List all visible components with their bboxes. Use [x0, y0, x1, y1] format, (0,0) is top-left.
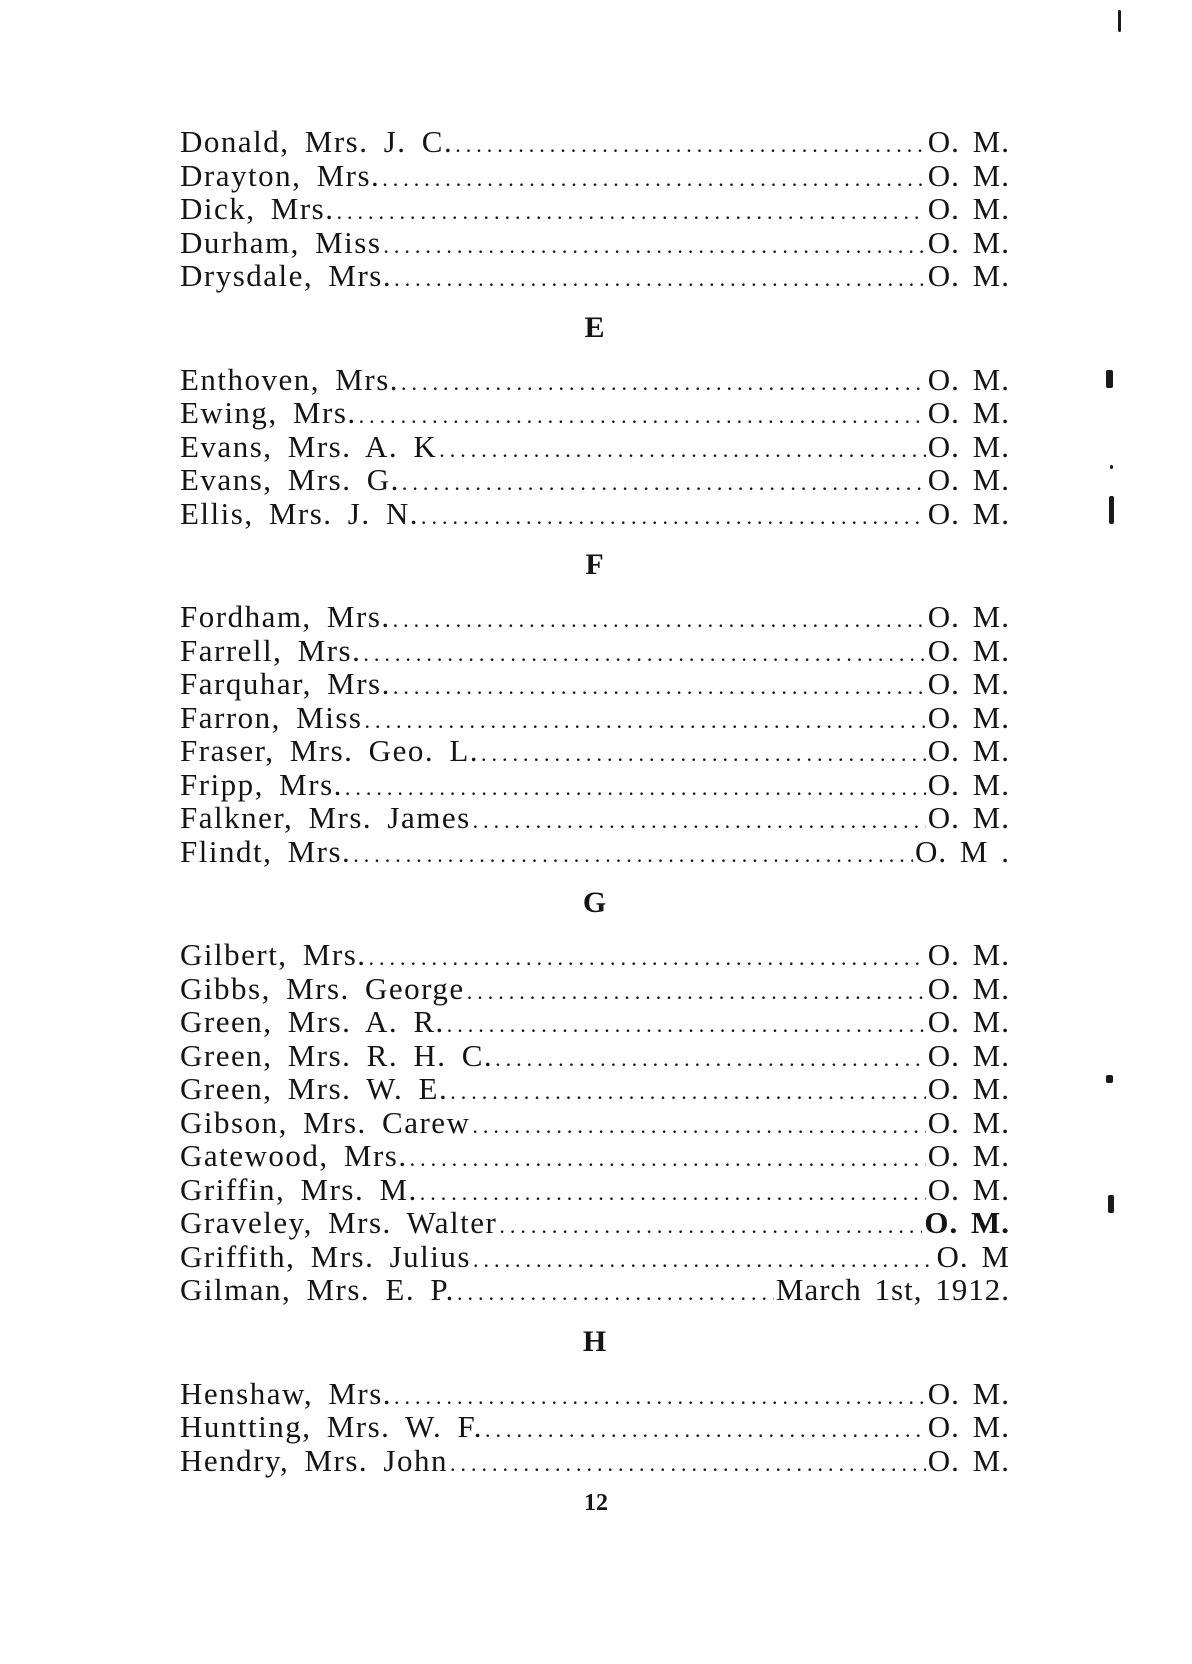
member-name: Gilbert, Mrs. [180, 937, 367, 972]
member-status: O. M. [927, 970, 1010, 1006]
member-status: O. M. [927, 766, 1010, 802]
member-status: O. M. [927, 632, 1010, 668]
member-status: O. M. [927, 800, 1010, 835]
dot-leader [382, 162, 926, 196]
dot-leader [495, 1042, 926, 1076]
member-name: Henshaw, Mrs. [180, 1375, 393, 1411]
member-status: O. M. [927, 495, 1010, 531]
list-entry [180, 1106, 1010, 1140]
member-name: Evans, Mrs. G. [180, 462, 400, 497]
member-name: Flindt, Mrs. [180, 833, 352, 869]
list-entry [180, 1005, 1010, 1039]
member-status: O. M. [927, 157, 1010, 193]
member-status: O. M. [927, 1409, 1010, 1444]
dot-leader [457, 1276, 774, 1310]
list-entry [180, 1173, 1010, 1207]
list-entry [180, 667, 1010, 701]
list-entry [180, 1377, 1010, 1411]
member-name: Enthoven, Mrs. [180, 361, 400, 397]
member-name: Ellis, Mrs. J. N. [180, 495, 419, 531]
margin-speck [1118, 10, 1121, 32]
list-entry [180, 634, 1010, 668]
list-entry [180, 192, 1010, 226]
member-name: Farrell, Mrs. [180, 632, 362, 668]
member-status: O. M. [927, 428, 1010, 464]
dot-leader [473, 804, 926, 838]
dot-leader [363, 637, 925, 671]
list-entry [180, 801, 1010, 835]
dot-leader [450, 1447, 926, 1481]
member-status: O. M. [927, 1104, 1010, 1140]
member-status: March 1st, 1912. [775, 1272, 1010, 1307]
member-name: Farron, Miss [180, 699, 363, 735]
margin-speck [1106, 1075, 1113, 1083]
member-status: O. M. [927, 1171, 1010, 1207]
dot-leader [450, 1075, 926, 1109]
list-entry [180, 835, 1010, 869]
member-name: Green, Mrs. R. H. C. [180, 1037, 494, 1073]
member-status: O. M. [927, 258, 1010, 293]
member-name: Fripp, Mrs. [180, 766, 343, 802]
member-name: Green, Mrs. A. R. [180, 1004, 445, 1039]
member-status: O. M. [927, 666, 1010, 701]
dot-leader [402, 466, 926, 500]
dot-leader [473, 1243, 935, 1277]
list-entry [180, 972, 1010, 1006]
dot-leader [353, 838, 913, 872]
member-name: Hendry, Mrs. John [180, 1442, 448, 1478]
dot-leader [481, 737, 926, 771]
dot-leader [394, 1380, 926, 1414]
member-status: O. M. [927, 1138, 1010, 1173]
dot-leader [393, 670, 926, 704]
list-entry [180, 396, 1010, 430]
member-status: O. M. [924, 1205, 1010, 1240]
dot-leader [383, 229, 925, 263]
list-entry [180, 701, 1010, 735]
member-name: Graveley, Mrs. Walter [180, 1205, 498, 1240]
dot-leader [447, 1008, 926, 1042]
margin-speck [1109, 496, 1114, 524]
dot-leader [364, 704, 925, 738]
dot-leader [467, 975, 926, 1009]
member-status: O. M. [927, 462, 1010, 497]
member-status: O. M. [927, 1037, 1010, 1073]
membership-list [180, 125, 1010, 1477]
dot-leader [420, 1176, 926, 1210]
member-name: Gilman, Mrs. E. P. [180, 1272, 455, 1307]
list-entry [180, 1039, 1010, 1073]
member-status: O. M. [927, 124, 1010, 159]
dot-leader [499, 1209, 922, 1243]
dot-leader [336, 195, 925, 229]
list-entry [180, 1273, 1010, 1307]
member-name: Durham, Miss [180, 224, 382, 260]
list-entry [180, 600, 1010, 634]
member-status: O. M. [927, 599, 1010, 634]
member-status: O. M . [915, 833, 1010, 869]
member-status: O. M. [927, 224, 1010, 260]
member-status: O. M. [927, 1004, 1010, 1039]
member-name: Donald, Mrs. J. C. [180, 124, 454, 159]
section-letter: H [582, 1324, 608, 1358]
member-name: Drysdale, Mrs. [180, 258, 393, 293]
list-entry [180, 463, 1010, 497]
member-status: O. M. [927, 733, 1010, 768]
member-name: Fordham, Mrs. [180, 599, 391, 634]
member-status: O. M. [927, 191, 1010, 226]
member-status: O. M. [927, 361, 1010, 397]
member-status: O. M. [927, 699, 1010, 735]
section-letter: F [585, 548, 605, 581]
page-number: 12 [584, 1490, 608, 1516]
dot-leader [394, 262, 926, 296]
member-name: Dick, Mrs. [180, 191, 335, 226]
margin-speck [1106, 370, 1113, 388]
list-entry [180, 259, 1010, 293]
dot-leader [369, 941, 926, 975]
dot-leader [421, 500, 926, 534]
member-status: O. M. [927, 1375, 1010, 1411]
dot-leader [455, 128, 926, 162]
dot-leader [485, 1413, 926, 1447]
list-entry [180, 430, 1010, 464]
member-name: Griffith, Mrs. Julius [180, 1238, 471, 1274]
dot-leader [472, 1109, 925, 1143]
member-status: O. M. [927, 395, 1010, 430]
margin-speck [1110, 465, 1113, 469]
member-name: Evans, Mrs. A. K [180, 428, 438, 464]
margin-speck [1108, 1195, 1114, 1213]
member-status: O. M. [927, 1071, 1010, 1106]
list-entry [180, 1240, 1010, 1274]
list-entry [180, 734, 1010, 768]
member-name: Falkner, Mrs. James [180, 800, 471, 835]
list-entry [180, 125, 1010, 159]
list-entry [180, 497, 1010, 531]
member-name: Fraser, Mrs. Geo. L. [180, 733, 480, 768]
section-letter: G [582, 886, 608, 919]
list-entry [180, 938, 1010, 972]
dot-leader [393, 603, 926, 637]
dot-leader [345, 771, 926, 805]
list-entry [180, 159, 1010, 193]
member-status: O. M. [927, 1442, 1010, 1478]
list-entry [180, 1139, 1010, 1173]
member-status: O. M [936, 1238, 1010, 1274]
member-name: Gibson, Mrs. Carew [180, 1104, 471, 1140]
dot-leader [401, 366, 926, 400]
list-entry [180, 226, 1010, 260]
member-name: Ewing, Mrs. [180, 395, 357, 430]
list-entry [180, 1410, 1010, 1444]
member-name: Farquhar, Mrs. [180, 666, 391, 701]
member-name: Drayton, Mrs. [180, 157, 381, 193]
member-name: Gibbs, Mrs. George [180, 970, 465, 1006]
dot-leader [359, 399, 926, 433]
member-name: Huntting, Mrs. W. F. [180, 1409, 484, 1444]
member-name: Green, Mrs. W. E. [180, 1071, 449, 1106]
member-name: Griffin, Mrs. M. [180, 1171, 418, 1207]
list-entry [180, 363, 1010, 397]
list-entry [180, 1206, 1010, 1240]
member-name: Gatewood, Mrs. [180, 1138, 408, 1173]
list-entry [180, 1072, 1010, 1106]
section-letter: E [584, 310, 606, 344]
dot-leader [439, 433, 926, 467]
dot-leader [410, 1142, 926, 1176]
list-entry [180, 1444, 1010, 1478]
member-status: O. M. [927, 937, 1010, 972]
list-entry [180, 768, 1010, 802]
